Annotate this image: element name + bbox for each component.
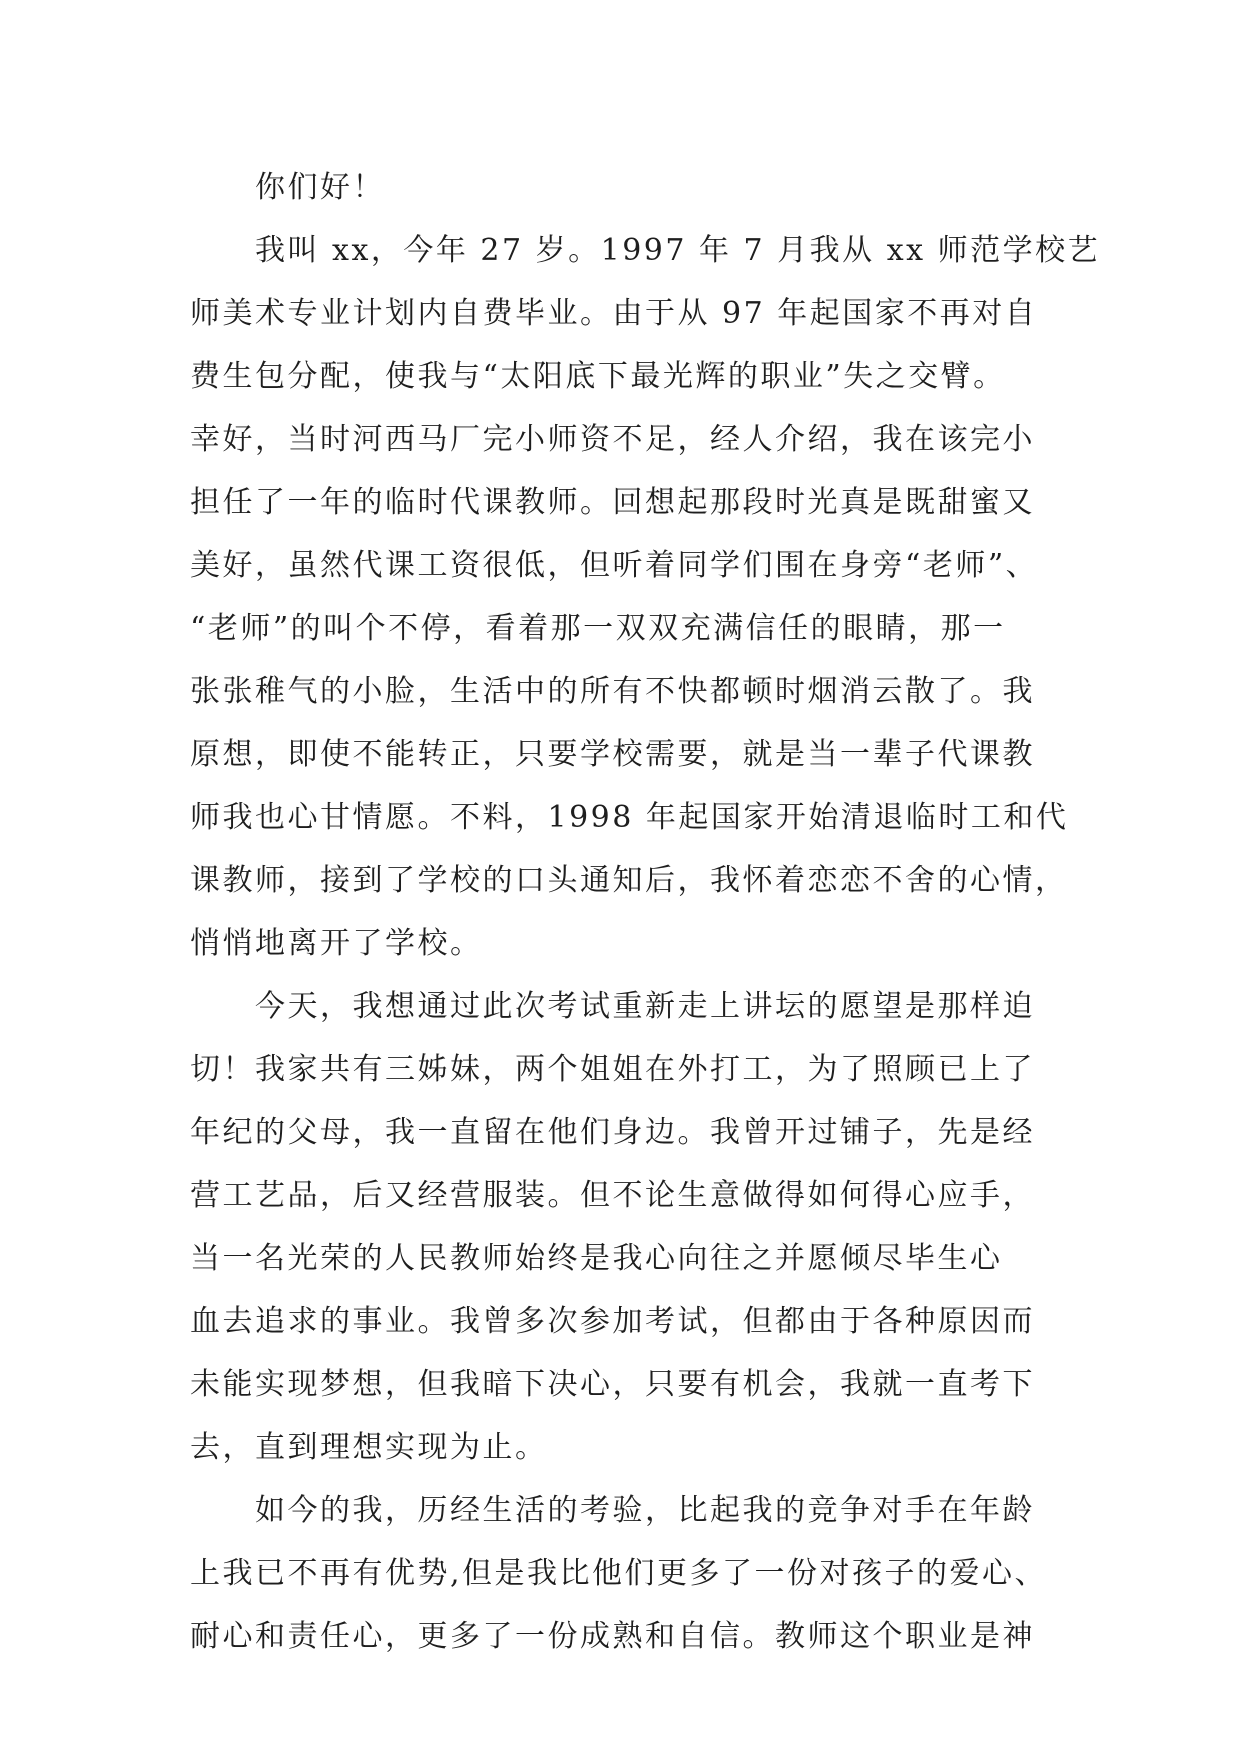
paragraph-line: 血去追求的事业。我曾多次参加考试，但都由于各种原因而 (190, 1304, 1035, 1339)
paragraph-line: 年纪的父母，我一直留在他们身边。我曾开过铺子，先是经 (190, 1115, 1035, 1150)
paragraph-line: 幸好，当时河西马厂完小师资不足，经人介绍，我在该完小 (190, 422, 1035, 457)
paragraph-line: 如今的我，历经生活的考验，比起我的竞争对手在年龄 (255, 1493, 1035, 1528)
paragraph-line: “老师”的叫个不停，看着那一双双充满信任的眼睛，那一 (190, 611, 1006, 646)
paragraph-line: 担任了一年的临时代课教师。回想起那段时光真是既甜蜜又 (190, 485, 1035, 520)
paragraph-line: 原想，即使不能转正，只要学校需要，就是当一辈子代课教 (190, 737, 1035, 772)
paragraph-line: 上我已不再有优势,但是我比他们更多了一份对孩子的爱心、 (190, 1556, 1048, 1591)
paragraph-3 (190, 1479, 1075, 1668)
document-body (190, 156, 1101, 1668)
paragraph-line: 张张稚气的小脸，生活中的所有不快都顿时烟消云散了。我 (190, 674, 1035, 709)
paragraph-line: 切！我家共有三姊妹，两个姐姐在外打工，为了照顾已上了 (190, 1052, 1035, 1087)
paragraph-line: 课教师，接到了学校的口头通知后，我怀着恋恋不舍的心情， (190, 863, 1068, 898)
paragraph-line: 美好，虽然代课工资很低，但听着同学们围在身旁“老师”、 (190, 548, 1039, 583)
paragraph-line: 今天，我想通过此次考试重新走上讲坛的愿望是那样迫 (255, 989, 1035, 1024)
paragraph-line: 悄悄地离开了学校。 (190, 926, 483, 961)
paragraph-line: 去，直到理想实现为止。 (190, 1430, 548, 1465)
paragraph-line: 师美术专业计划内自费毕业。由于从 97 年起国家不再对自 (190, 296, 1038, 331)
paragraph-line: 费生包分配，使我与“太阳底下最光辉的职业”失之交臂。 (190, 359, 1006, 394)
paragraph-line: 营工艺品，后又经营服装。但不论生意做得如何得心应手， (190, 1178, 1035, 1213)
paragraph-2 (190, 975, 1075, 1479)
paragraph-line: 未能实现梦想，但我暗下决心，只要有机会，我就一直考下 (190, 1367, 1035, 1402)
paragraph-line: 我叫 xx，今年 27 岁。1997 年 7 月我从 xx 师范学校艺 (255, 233, 1101, 268)
paragraph-line: 师我也心甘情愿。不料，1998 年起国家开始清退临时工和代 (190, 800, 1069, 835)
paragraph-line: 当一名光荣的人民教师始终是我心向往之并愿倾尽毕生心 (190, 1241, 1003, 1276)
paragraph-line: 耐心和责任心，更多了一份成熟和自信。教师这个职业是神 (190, 1619, 1035, 1654)
paragraph-1 (190, 219, 1101, 975)
greeting-line: 你们好！ (255, 170, 385, 205)
